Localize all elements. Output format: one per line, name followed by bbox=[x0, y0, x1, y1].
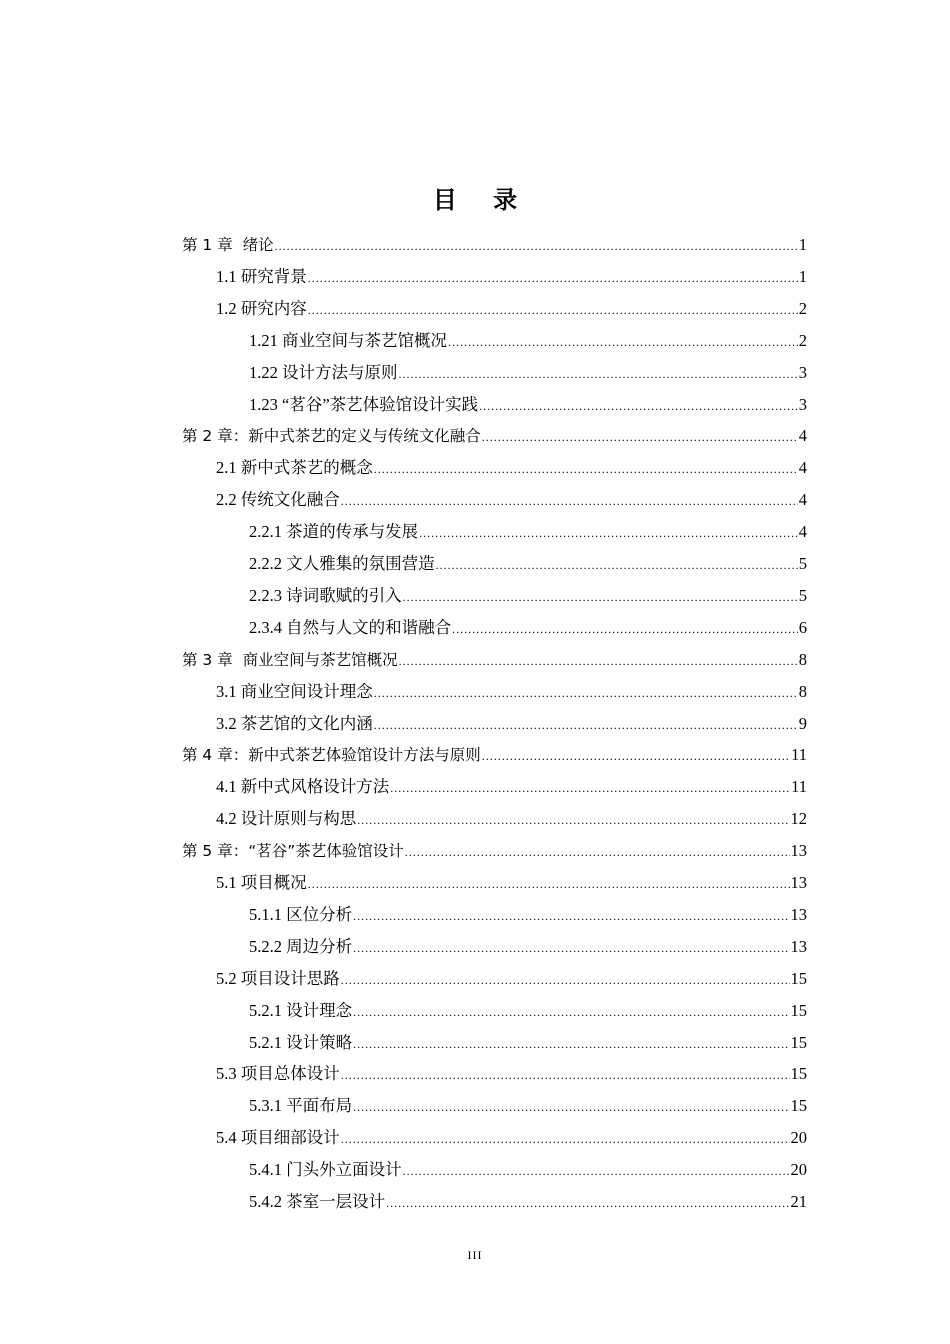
dot-leader bbox=[341, 492, 798, 510]
dot-leader bbox=[390, 779, 790, 797]
toc-entry[interactable] bbox=[249, 512, 807, 542]
dot-leader bbox=[308, 875, 790, 893]
toc-entry-label: 5.4.2 茶室一层设计 bbox=[249, 1192, 386, 1211]
toc-entry-page: 5 bbox=[798, 585, 807, 605]
toc-entry[interactable] bbox=[249, 576, 807, 606]
dot-leader bbox=[399, 652, 798, 670]
toc-entry-label: 第 2 章：新中式茶艺的定义与传统文化融合 bbox=[182, 427, 481, 446]
toc-entry[interactable] bbox=[249, 608, 807, 638]
dot-leader bbox=[275, 237, 798, 255]
toc-entry-label: 5.1.1 区位分析 bbox=[249, 904, 353, 924]
toc-entry-label: 4.2 设计原则与构思 bbox=[216, 809, 357, 829]
toc-entry-page: 15 bbox=[790, 968, 807, 988]
dot-leader bbox=[482, 428, 798, 446]
toc-entry-page: 1 bbox=[798, 235, 807, 254]
toc-entry-page: 4 bbox=[798, 522, 807, 542]
toc-entry-label: 2.2.3 诗词歌赋的引入 bbox=[249, 585, 402, 605]
toc-entry-label: 5.2 项目设计思路 bbox=[216, 968, 340, 988]
toc-entry-page: 9 bbox=[798, 713, 807, 733]
toc-entry-label: 5.3 项目总体设计 bbox=[216, 1064, 340, 1084]
dot-leader bbox=[436, 556, 798, 574]
toc-entry-label: 1.23 “茗谷”茶艺体验馆设计实践 bbox=[249, 394, 479, 414]
toc-entry-label: 第 5 章：“茗谷”茶艺体验馆设计 bbox=[182, 842, 404, 861]
toc-entry-page: 11 bbox=[791, 777, 807, 797]
toc-entry-label: 5.1 项目概况 bbox=[216, 873, 307, 892]
toc-entry-page: 3 bbox=[798, 362, 807, 382]
toc-entry-page: 1 bbox=[798, 266, 807, 286]
toc-entry-page: 2 bbox=[798, 330, 807, 350]
toc-entry-label: 1.22 设计方法与原则 bbox=[249, 362, 398, 382]
toc-entry-label: 5.4.1 门头外立面设计 bbox=[249, 1160, 402, 1180]
toc-entry-page: 20 bbox=[790, 1128, 807, 1148]
toc-entry-page: 13 bbox=[790, 936, 807, 956]
toc-entry[interactable] bbox=[216, 959, 807, 989]
toc-entry[interactable] bbox=[249, 1182, 807, 1212]
dot-leader bbox=[479, 397, 798, 415]
dot-leader bbox=[341, 1066, 790, 1084]
dot-leader bbox=[374, 716, 798, 734]
toc-entry[interactable] bbox=[216, 767, 807, 797]
page-title: 目 录 bbox=[432, 186, 532, 214]
toc-entry[interactable] bbox=[249, 321, 807, 351]
toc-entry-page: 13 bbox=[790, 904, 807, 924]
toc-entry-label: 2.2.2 文人雅集的氛围营造 bbox=[249, 554, 435, 573]
dot-leader bbox=[403, 588, 798, 606]
dot-leader bbox=[353, 1098, 789, 1116]
toc-entry-page: 12 bbox=[790, 809, 807, 829]
toc-entry[interactable] bbox=[182, 640, 807, 670]
dot-leader bbox=[448, 333, 798, 351]
toc-entry[interactable] bbox=[216, 257, 807, 287]
toc-entry-label: 3.2 茶艺馆的文化内涵 bbox=[216, 713, 373, 733]
toc-entry[interactable] bbox=[249, 895, 807, 925]
dot-leader bbox=[341, 1130, 790, 1148]
dot-leader bbox=[374, 684, 798, 702]
toc-entry[interactable] bbox=[216, 863, 807, 893]
toc-entry-label: 1.1 研究背景 bbox=[216, 266, 307, 286]
toc-entry-label: 3.1 商业空间设计理念 bbox=[216, 681, 373, 701]
toc-entry-label: 2.2.1 茶道的传承与发展 bbox=[249, 522, 419, 542]
toc-entry-page: 2 bbox=[798, 298, 807, 318]
toc-entry[interactable] bbox=[182, 416, 807, 446]
toc-entry-page: 6 bbox=[798, 617, 807, 637]
page-number-footer: III bbox=[467, 1248, 483, 1262]
toc-entry-label: 4.1 新中式风格设计方法 bbox=[216, 777, 390, 797]
toc-entry[interactable] bbox=[182, 831, 807, 861]
toc-entry-label: 1.21 商业空间与茶艺馆概况 bbox=[249, 330, 447, 350]
dot-leader bbox=[341, 971, 790, 989]
dot-leader bbox=[374, 460, 798, 478]
toc-entry-page: 4 bbox=[798, 426, 807, 446]
dot-leader bbox=[399, 365, 798, 383]
dot-leader bbox=[403, 1162, 790, 1180]
toc-entry-page: 20 bbox=[790, 1160, 807, 1180]
toc-entry[interactable] bbox=[216, 672, 807, 702]
toc-entry[interactable] bbox=[216, 799, 807, 829]
dot-leader bbox=[353, 939, 789, 957]
toc-entry-label: 1.2 研究内容 bbox=[216, 298, 307, 318]
dot-leader bbox=[386, 1194, 789, 1212]
toc-entry[interactable] bbox=[182, 735, 807, 765]
toc-entry[interactable] bbox=[182, 225, 807, 255]
toc-entry[interactable] bbox=[249, 991, 807, 1021]
toc-entry[interactable] bbox=[216, 1054, 807, 1084]
toc-entry-page: 8 bbox=[798, 649, 807, 669]
toc-entry[interactable] bbox=[216, 704, 807, 734]
toc-entry[interactable] bbox=[249, 1150, 807, 1180]
toc-entry-page: 11 bbox=[791, 745, 807, 765]
toc-entry-label: 2.2 传统文化融合 bbox=[216, 490, 340, 510]
dot-leader bbox=[452, 620, 798, 638]
toc-entry-label: 5.2.2 周边分析 bbox=[249, 936, 353, 956]
toc-entry-page: 3 bbox=[798, 394, 807, 414]
toc-entry[interactable] bbox=[216, 1118, 807, 1148]
toc-entry-label: 5.3.1 平面布局 bbox=[249, 1096, 353, 1116]
toc-entry-label: 2.3.4 自然与人文的和谐融合 bbox=[249, 617, 452, 637]
toc-entry[interactable] bbox=[216, 480, 807, 510]
toc-entry-page: 4 bbox=[798, 458, 807, 478]
toc-entry-label: 5.2.1 设计理念 bbox=[249, 1000, 353, 1020]
dot-leader bbox=[308, 301, 798, 319]
toc-entry-page: 21 bbox=[790, 1192, 807, 1211]
dot-leader bbox=[482, 747, 790, 765]
toc-entry-page: 15 bbox=[790, 1096, 807, 1116]
dot-leader bbox=[357, 811, 789, 829]
toc-entry-page: 5 bbox=[798, 554, 807, 573]
toc-entry-label: 第 4 章：新中式茶艺体验馆设计方法与原则 bbox=[182, 746, 481, 765]
toc-entry[interactable] bbox=[249, 1086, 807, 1116]
toc-entry-page: 15 bbox=[790, 1000, 807, 1020]
dot-leader bbox=[308, 269, 798, 287]
toc-entry[interactable] bbox=[249, 544, 807, 574]
toc-entry-label: 第 3 章 商业空间与茶艺馆概况 bbox=[182, 650, 398, 669]
dot-leader bbox=[419, 524, 798, 542]
toc-entry-page: 13 bbox=[790, 873, 807, 892]
toc-entry[interactable] bbox=[249, 1023, 807, 1053]
toc-entry-label: 2.1 新中式茶艺的概念 bbox=[216, 458, 373, 478]
toc-entry[interactable] bbox=[249, 385, 807, 415]
toc-entry-page: 15 bbox=[790, 1032, 807, 1052]
dot-leader bbox=[353, 1003, 789, 1021]
dot-leader bbox=[353, 1035, 789, 1053]
toc-entry[interactable] bbox=[216, 448, 807, 478]
toc-entry-page: 4 bbox=[798, 490, 807, 510]
toc-entry-label: 第 1 章 绪论 bbox=[182, 236, 274, 254]
toc-entry[interactable] bbox=[249, 927, 807, 957]
toc-entry-label: 5.2.1 设计策略 bbox=[249, 1032, 353, 1052]
toc-entry[interactable] bbox=[216, 289, 807, 319]
toc-entry[interactable] bbox=[249, 353, 807, 383]
toc-entry-page: 15 bbox=[790, 1064, 807, 1084]
toc-entry-page: 13 bbox=[790, 841, 807, 861]
toc-entry-label: 5.4 项目细部设计 bbox=[216, 1128, 340, 1148]
toc-entry-page: 8 bbox=[798, 681, 807, 701]
dot-leader bbox=[353, 907, 789, 925]
dot-leader bbox=[405, 843, 790, 861]
